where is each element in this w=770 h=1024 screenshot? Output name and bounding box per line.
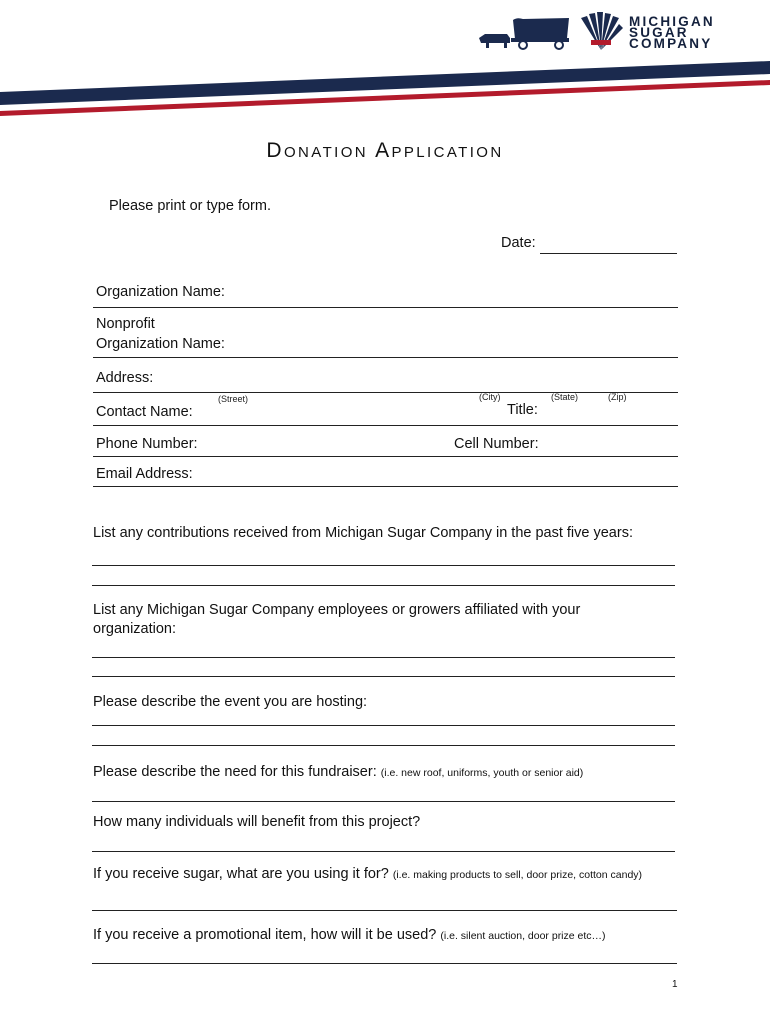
answer-line[interactable]: [92, 851, 675, 852]
question-need-note: (i.e. new roof, uniforms, youth or senior aid): [380, 767, 584, 779]
zip-caption: (Zip): [608, 392, 627, 402]
question-event: Please describe the event you are hosting:: [93, 694, 368, 710]
answer-line[interactable]: [92, 565, 675, 566]
question-promo-use-note: (i.e. silent auction, door prize etc…): [440, 930, 606, 942]
question-affiliates-1: List any Michigan Sugar Company employees or growers affiliated with your: [93, 602, 581, 618]
email-line[interactable]: [93, 486, 678, 487]
contact-line[interactable]: [93, 425, 678, 426]
nonprofit-label-1: Nonprofit: [96, 316, 155, 332]
logo-text-company: COMPANY: [629, 36, 713, 51]
street-caption: (Street): [218, 394, 249, 404]
page-title: Donation Application: [266, 139, 504, 162]
instruction-text: Please print or type form.: [109, 198, 271, 214]
answer-line[interactable]: [92, 725, 675, 726]
question-need-text: Please describe the need for this fundraiser:: [93, 764, 377, 780]
question-affiliates-2: organization:: [93, 621, 177, 637]
question-sugar-use-text: If you receive sugar, what are you using it for?: [93, 866, 389, 882]
date-line[interactable]: [540, 253, 677, 254]
page-number: 1: [672, 979, 678, 990]
answer-line[interactable]: [92, 801, 675, 802]
city-caption: (City): [479, 392, 501, 402]
nonprofit-line[interactable]: [93, 357, 678, 358]
contact-name-label: Contact Name:: [96, 404, 193, 420]
date-label: Date:: [501, 235, 536, 251]
cell-label: Cell Number:: [454, 436, 539, 452]
question-need: [93, 765, 583, 780]
headdress-logo-icon: [577, 10, 625, 52]
header-swoosh: [0, 55, 770, 120]
email-label: Email Address:: [96, 466, 193, 482]
answer-line[interactable]: [92, 910, 677, 911]
title-label: Title:: [507, 402, 538, 418]
wagon-logo-icon: [477, 14, 573, 50]
nonprofit-label-2: Organization Name:: [96, 336, 225, 352]
phone-label: Phone Number:: [96, 436, 198, 452]
logo-text-sugar: SUGAR: [629, 25, 689, 40]
question-beneficiaries: How many individuals will benefit from this project?: [93, 814, 421, 830]
address-label: Address:: [96, 370, 154, 386]
address-line[interactable]: [93, 392, 678, 393]
question-promo-use-text: If you receive a promotional item, how will it be used?: [93, 927, 437, 943]
answer-line[interactable]: [92, 676, 675, 677]
question-sugar-use: [93, 867, 642, 882]
answer-line[interactable]: [92, 963, 677, 964]
phone-line[interactable]: [93, 456, 678, 457]
state-caption: (State): [551, 392, 579, 402]
answer-line[interactable]: [92, 585, 675, 586]
question-promo-use: [93, 928, 606, 943]
answer-line[interactable]: [92, 657, 675, 658]
org-name-label: Organization Name:: [96, 284, 225, 300]
answer-line[interactable]: [92, 745, 675, 746]
question-contributions: List any contributions received from Michigan Sugar Company in the past five years:: [93, 525, 633, 541]
logo-text-michigan: MICHIGAN: [629, 14, 715, 29]
question-sugar-use-note: (i.e. making products to sell, door prize, cotton candy): [392, 869, 643, 881]
org-name-line[interactable]: [93, 307, 678, 308]
